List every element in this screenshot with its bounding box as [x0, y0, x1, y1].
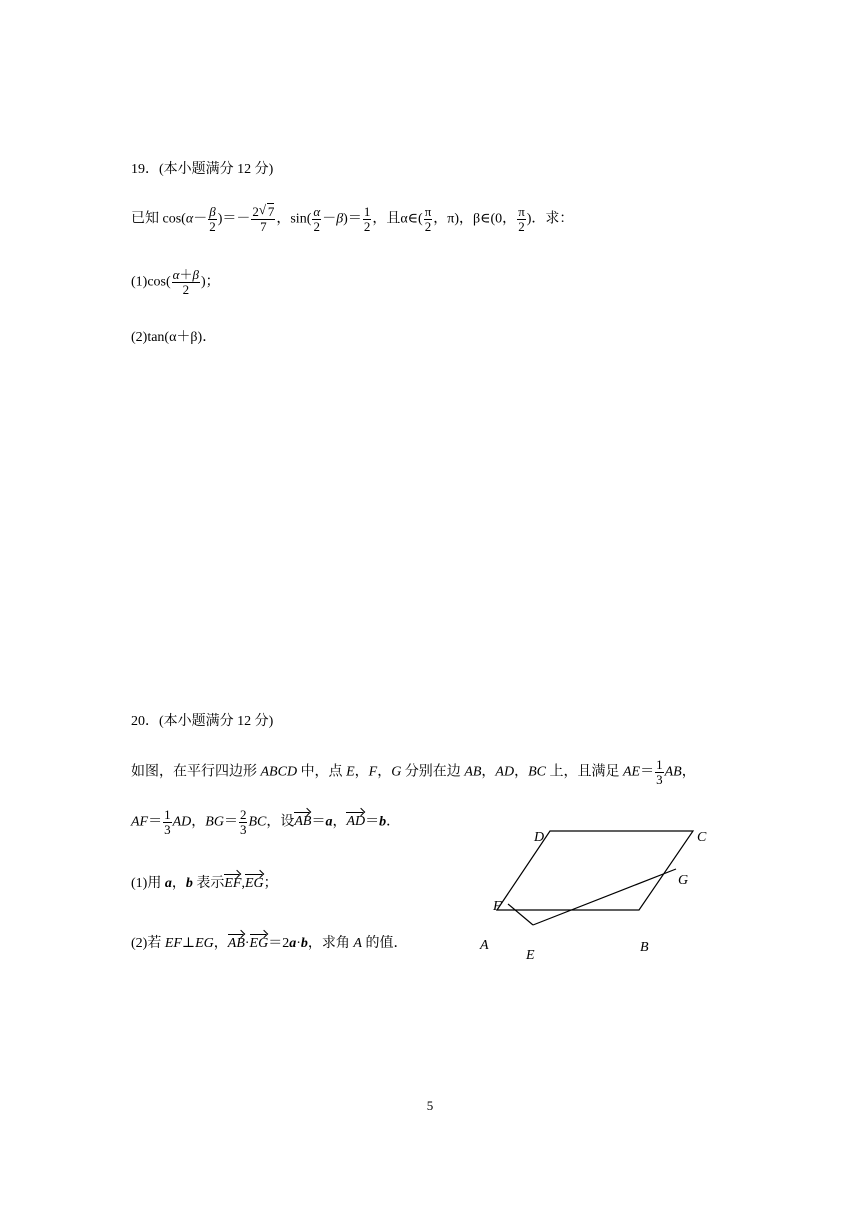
q19-part1: (1)cos( $\frac{\alpha+\beta}{2}$ )； — [131, 267, 220, 297]
q20-part2: (2)若 EF⊥EG，AB·EG＝2a·b，求角 A 的值． — [131, 936, 408, 951]
parallelogram-figure — [470, 820, 730, 970]
q19-title: 19．(本小题满分 12 分) — [131, 162, 274, 177]
q20-statement-line1: 如图，在平行四边形 ABCD 中，点 E，F，G 分别在边 AB，AD，BC 上，且满足 AE＝ $\frac{1}{3}$ AB， — [131, 757, 696, 787]
q20-statement-line2: AF＝ $\frac{1}{3}$ AD，BG＝ $\frac{2}{3}$ BC，设AB＝a，AD＝b． — [131, 807, 401, 837]
label-g: G — [678, 873, 689, 888]
label-e: E — [526, 948, 535, 963]
label-b: B — [640, 940, 649, 955]
label-c: C — [697, 830, 707, 845]
label-f: F — [493, 899, 502, 914]
page-number: 5 — [426, 1098, 434, 1113]
segment-eg — [533, 869, 676, 925]
parallelogram-abcd — [497, 831, 693, 910]
q19-part2: (2)tan(α＋β)． — [131, 330, 217, 345]
q20-part1: (1)用 a，b 表示EF,EG； — [131, 876, 278, 891]
q19-given: 已知 cos(α－ $\frac{\beta}{2}$ )＝－ $\frac{2√ 7}{7}$ ，sin( $\frac{\alpha}{2}$ －β)＝ $\frac{1}{2}$ ，且α∈( $\frac{\pi}{2}$ ，π)，β∈(0， $\frac{\pi}{2}$ )．求： — [131, 205, 573, 233]
q20-title: 20．(本小题满分 12 分) — [131, 714, 274, 729]
label-a: A — [480, 938, 489, 953]
segment-fe — [508, 904, 533, 925]
label-d: D — [534, 830, 545, 845]
